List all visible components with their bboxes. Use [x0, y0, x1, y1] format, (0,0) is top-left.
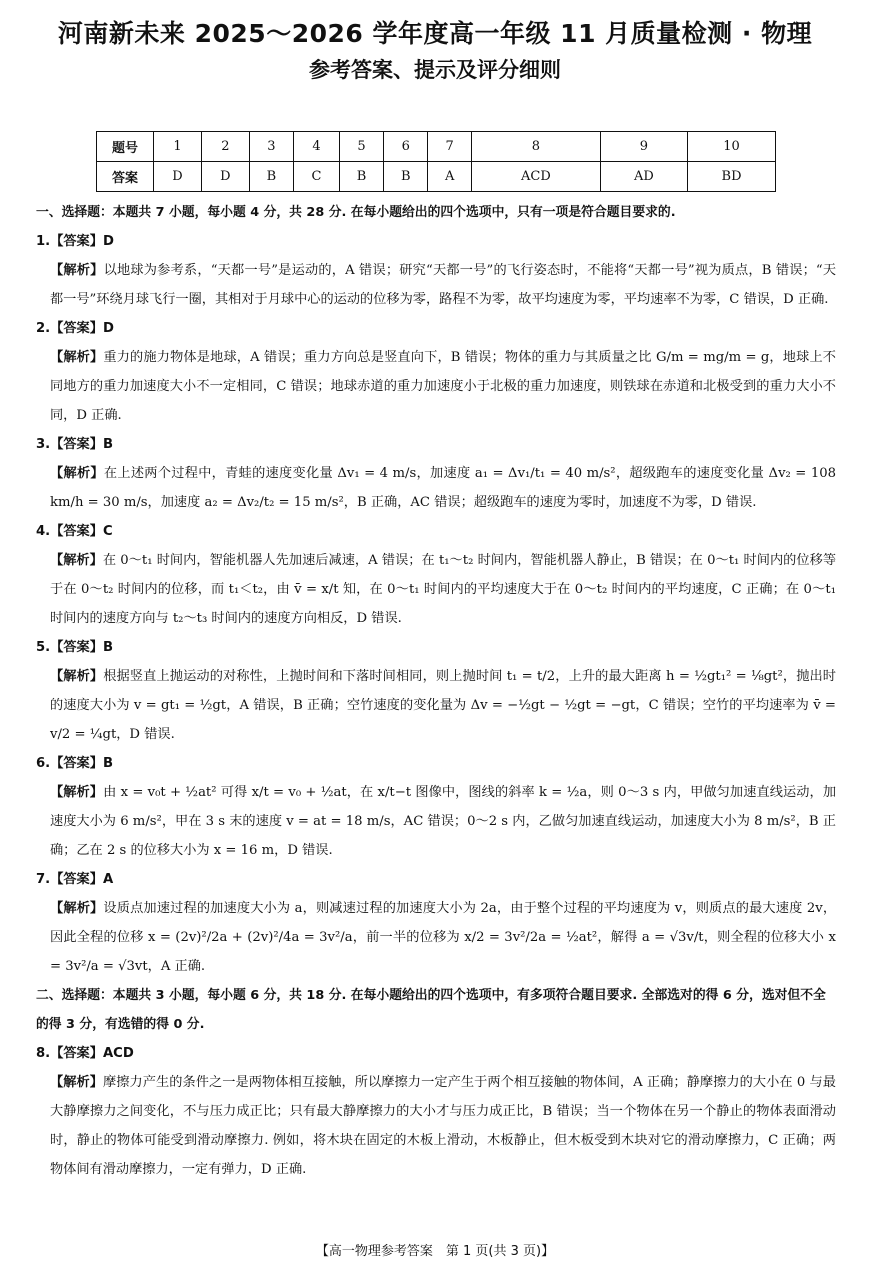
question-7	[36, 865, 836, 981]
explain-tag: 【解析】	[50, 669, 104, 684]
question-explanation	[36, 459, 836, 517]
explain-tag: 【解析】	[50, 785, 104, 800]
explain-text: 设质点加速过程的加速度大小为 a，则减速过程的加速度大小为 2a，由于整个过程的平均速度为 v，则质点的最大速度 2v，因此全程的位移 x = (2v)²/2a + (2v)²/4a = 3v²/a，前一半的位移为 x/2 = 3v²/2a = ½at²，解得 a = √3v/t，则全程的位移大小 x = 3v²/a = √3vt，A 正确.	[50, 901, 837, 974]
question-answer	[36, 314, 836, 343]
question-explanation	[36, 546, 836, 633]
row-label-number: 题号	[97, 132, 154, 162]
table-cell: AD	[600, 162, 687, 192]
table-cell: 6	[384, 132, 428, 162]
question-number: 5.	[36, 640, 51, 655]
table-cell: ACD	[471, 162, 600, 192]
answer-tag: 【答案】	[50, 872, 103, 887]
question-3	[36, 430, 836, 517]
answer-value: B	[102, 640, 113, 655]
answer-table	[96, 131, 776, 192]
question-8	[36, 1039, 836, 1184]
question-answer	[36, 749, 836, 778]
question-number: 4.	[36, 524, 51, 539]
explain-text: 由 x = v₀t + ½at² 可得 x/t = v₀ + ½at，在 x/t−t 图像中，图线的斜率 k = ½a，则 0～3 s 内，甲做匀加速直线运动，加速度大小为 6 m/s²，甲在 3 s 末的速度 v = at = 18 m/s，AC 错误；0～2 s 内，乙做匀加速直线运动，加速度大小为 8 m/s²，B 正确；乙在 2 s 的位移大小为 x = 16 m，D 错误.	[50, 785, 837, 858]
question-explanation	[36, 1068, 836, 1184]
question-5	[36, 633, 836, 749]
table-cell: 8	[471, 132, 600, 162]
question-number: 7.	[36, 872, 51, 887]
answer-tag: 【答案】	[50, 321, 103, 336]
explain-text: 在 0～t₁ 时间内，智能机器人先加速后减速，A 错误；在 t₁～t₂ 时间内，智能机器人静止，B 错误；在 0～t₁ 时间内的位移等于在 0～t₂ 时间内的位移，而 t₁＜t₂，由 v̄ = x/t 知，在 0～t₁ 时间内的平均速度大于在 0～t₂ 时间内的平均速度，C 正确；在 0～t₁ 时间内的速度方向与 t₂～t₃ 时间内的速度方向相反，D 错误.	[50, 553, 837, 626]
question-number: 6.	[36, 756, 51, 771]
explain-tag: 【解析】	[50, 350, 104, 365]
table-cell: A	[428, 162, 472, 192]
answer-tag: 【答案】	[50, 437, 103, 452]
question-answer	[36, 517, 836, 546]
answer-value: ACD	[102, 1046, 134, 1061]
answer-value: D	[102, 321, 114, 336]
table-row-answers	[97, 162, 776, 192]
table-cell: 4	[294, 132, 340, 162]
explain-text: 以地球为参考系，“天都一号”是运动的，A 错误；研究“天都一号”的飞行姿态时，不能将“天都一号”视为质点，B 错误；“天都一号”环绕月球飞行一圈，其相对于月球中心的运动的位移为零，路程不为零，故平均速度为零，平均速率不为零，C 错误，D 正确.	[50, 263, 837, 307]
answer-tag: 【答案】	[50, 524, 103, 539]
answer-value: C	[102, 524, 113, 539]
table-cell: B	[384, 162, 428, 192]
row-label-answer: 答案	[97, 162, 154, 192]
table-cell: C	[294, 162, 340, 192]
table-cell: B	[339, 162, 383, 192]
explain-text: 根据竖直上抛运动的对称性，上抛时间和下落时间相同，则上抛时间 t₁ = t/2，上升的最大距离 h = ½gt₁² = ⅛gt²，抛出时的速度大小为 v = gt₁ = ½gt，A 错误，B 正确；空竹速度的变化量为 Δv = −½gt − ½gt = −gt，C 错误；空竹的平均速率为 v̄ = v/2 = ¼gt，D 错误.	[50, 669, 836, 742]
question-number: 2.	[36, 321, 51, 336]
question-explanation	[36, 894, 836, 981]
explain-text: 摩擦力产生的条件之一是两物体相互接触，所以摩擦力一定产生于两个相互接触的物体间，A 正确；静摩擦力的大小在 0 与最大静摩擦力之间变化，不与压力成正比；只有最大静摩擦力的大小才与压力成正比，B 错误；当一个物体在另一个静止的物体表面滑动时，静止的物体可能受到滑动摩擦力. 例如，将木块在固定的木板上滑动，木板静止，但木板受到木块对它的滑动摩擦力，C 正确；两物体间有滑动摩擦力，一定有弹力，D 正确.	[50, 1075, 836, 1177]
answer-value: A	[102, 872, 114, 887]
explain-tag: 【解析】	[50, 553, 103, 568]
question-answer	[36, 865, 836, 894]
question-explanation	[36, 256, 836, 314]
solutions-body	[36, 198, 836, 1184]
table-cell: D	[201, 162, 249, 192]
answer-tag: 【答案】	[50, 234, 103, 249]
page-title: 河南新未来 2025～2026 学年度高一年级 11 月质量检测 · 物理	[57, 19, 813, 48]
table-cell: 3	[249, 132, 293, 162]
explain-tag: 【解析】	[50, 901, 104, 916]
section-heading-multi-choice: 二、选择题：本题共 3 小题，每小题 6 分，共 18 分. 在每小题给出的四个选项中，有多项符合题目要求. 全部选对的得 6 分，选对但不全的得 3 分，有选错的得 0 分.	[36, 988, 826, 1032]
table-cell: 2	[201, 132, 249, 162]
table-cell: BD	[688, 162, 776, 192]
question-6	[36, 749, 836, 865]
explain-tag: 【解析】	[50, 1075, 104, 1090]
question-number: 8.	[36, 1046, 51, 1061]
page-footer: 【高一物理参考答案 第 1 页(共 3 页)】	[315, 1244, 555, 1259]
answer-value: B	[102, 756, 113, 771]
table-cell: B	[249, 162, 293, 192]
table-cell: 1	[154, 132, 202, 162]
table-cell: 5	[339, 132, 383, 162]
answer-value: D	[102, 234, 114, 249]
table-row-numbers	[97, 132, 776, 162]
question-number: 1.	[36, 234, 51, 249]
question-4	[36, 517, 836, 633]
question-explanation	[36, 662, 836, 749]
explain-tag: 【解析】	[50, 263, 104, 278]
question-number: 3.	[36, 437, 51, 452]
section-heading-single-choice: 一、选择题：本题共 7 小题，每小题 4 分，共 28 分. 在每小题给出的四个选项中，只有一项是符合题目要求的.	[36, 205, 676, 220]
explain-text: 重力的施力物体是地球，A 错误；重力方向总是竖直向下，B 错误；物体的重力与其质量之比 G/m = mg/m = g，地球上不同地方的重力加速度大小不一定相同，C 错误；地球赤道的重力加速度小于北极的重力加速度，则铁球在赤道和北极受到的重力大小不同，D 正确.	[50, 350, 836, 423]
table-cell: 9	[600, 132, 687, 162]
question-answer	[36, 1039, 836, 1068]
question-explanation	[36, 778, 836, 865]
question-answer	[36, 227, 836, 256]
explain-text: 在上述两个过程中，青蛙的速度变化量 Δv₁ = 4 m/s，加速度 a₁ = Δv₁/t₁ = 40 m/s²，超级跑车的速度变化量 Δv₂ = 108 km/h = 30 m/s，加速度 a₂ = Δv₂/t₂ = 15 m/s²，B 正确，AC 错误；超级跑车的速度为零时，加速度不为零，D 错误.	[50, 466, 836, 510]
explain-tag: 【解析】	[50, 466, 104, 481]
question-answer	[36, 633, 836, 662]
table-cell: 10	[688, 132, 776, 162]
answer-value: B	[102, 437, 113, 452]
question-explanation	[36, 343, 836, 430]
answer-tag: 【答案】	[50, 1046, 103, 1061]
table-cell: D	[154, 162, 202, 192]
question-2	[36, 314, 836, 430]
page-subtitle: 参考答案、提示及评分细则	[309, 58, 561, 82]
table-cell: 7	[428, 132, 472, 162]
answer-tag: 【答案】	[50, 756, 103, 771]
question-answer	[36, 430, 836, 459]
question-1	[36, 227, 836, 314]
answer-tag: 【答案】	[50, 640, 103, 655]
